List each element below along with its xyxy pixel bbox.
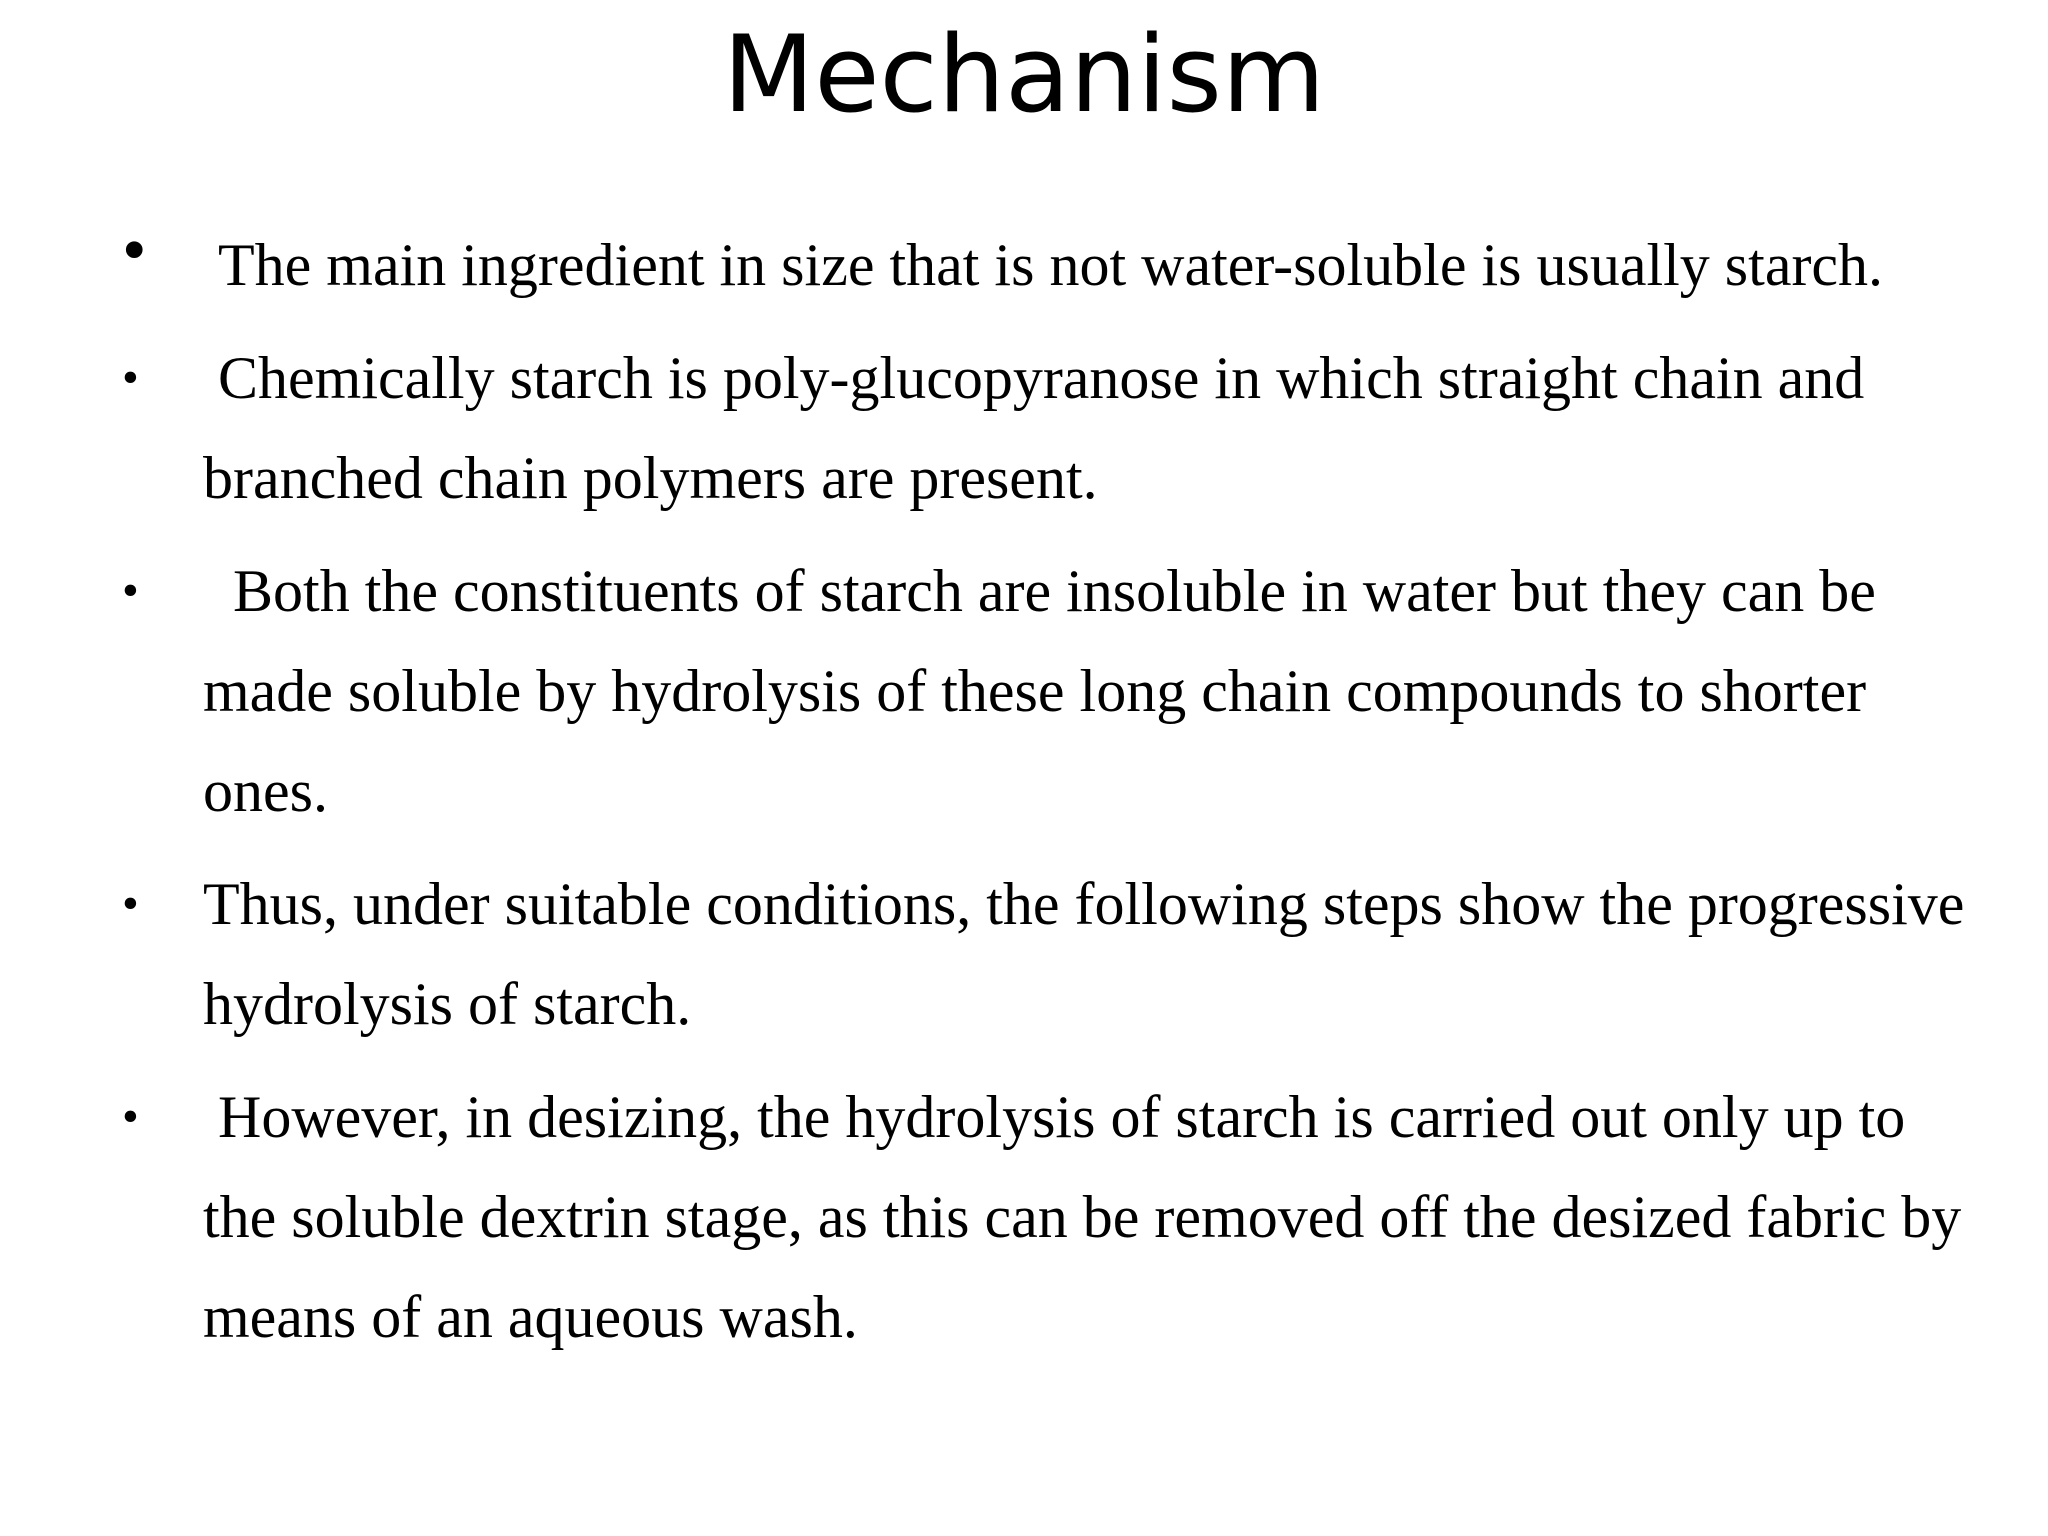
bullet-item [0,854,2048,1054]
bullet-marker: • [122,877,139,930]
bullet-item [0,541,2048,841]
bullet-marker: • [122,1090,139,1143]
bullet-text: Thus, under suitable conditions, the following steps show the progressive hydrolysis of starch. [203,871,1980,1037]
slide-title: Mechanism [722,13,1326,136]
bullet-text: However, in desizing, the hydrolysis of starch is carried out only up to the soluble dextrin stage, as this can be removed off the desized fabric by means of an aqueous wash. [203,1084,1977,1350]
bullet-marker: • [122,212,147,289]
bullet-text: The main ingredient in size that is not water-soluble is usually starch. [203,232,1884,298]
bullet-text: Both the constituents of starch are insoluble in water but they can be made soluble by hydrolysis of these long chain compounds to shorter ones. [203,558,1891,824]
bullet-text: Chemically starch is poly-glucopyranose in which straight chain and branched chain polymers are present. [203,345,1880,511]
bullet-list [0,212,2048,1380]
bullet-item [0,1067,2048,1367]
bullet-item [0,328,2048,528]
bullet-marker: • [122,564,139,617]
bullet-item [0,212,2048,315]
bullet-marker: • [122,351,139,404]
